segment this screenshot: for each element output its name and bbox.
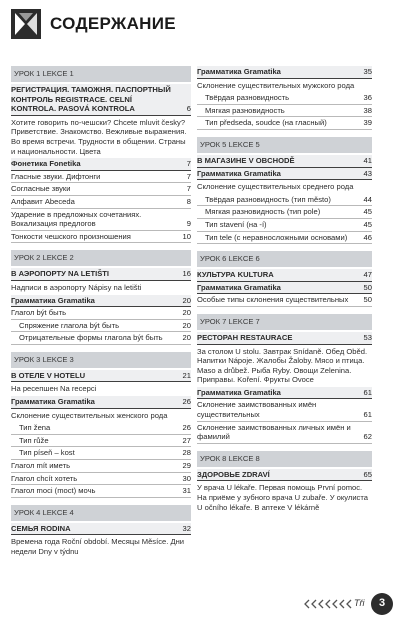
toc-page-number: 61	[363, 410, 372, 420]
toc-entry-text: РЕГИСТРАЦИЯ. ТАМОЖНЯ. ПАСПОРТНЫЙ КОНТРОЛЬ REGISTRACE. CELNÍ KONTROLA. PASOVÁ KONTROLA	[11, 85, 171, 114]
toc-entry-text: Гласные звуки. Дифтонги	[11, 171, 101, 181]
toc-entry-text: КУЛЬТУРА KULTURA	[197, 270, 274, 280]
toc-entry-text: Твёрдая разновидность	[205, 93, 290, 103]
page-number-badge	[371, 593, 393, 615]
lesson-heading: УРОК 1 LEKCE 1	[11, 66, 191, 82]
page-title: СОДЕРЖАНИЕ	[50, 14, 176, 33]
toc-entry[interactable]	[11, 396, 191, 409]
toc-entry-text: Алфавит Abeceda	[11, 196, 75, 206]
page-header	[11, 9, 176, 39]
toc-page-number: 45	[363, 219, 372, 229]
toc-entry-text: Отрицательные формы глагола být быть	[19, 333, 163, 343]
toc-lesson-section	[197, 251, 372, 307]
toc-entry-text: Твёрдая разновидность (тип město)	[205, 194, 331, 204]
toc-entry[interactable]	[197, 399, 372, 421]
toc-page-number: 30	[182, 473, 191, 483]
toc-lesson-title[interactable]	[11, 268, 191, 281]
toc-page-number: 50	[363, 295, 372, 305]
toc-lesson-title[interactable]	[197, 332, 372, 345]
toc-entry[interactable]	[11, 332, 191, 345]
toc-entry[interactable]	[11, 158, 191, 171]
arrow-left-icon	[304, 599, 310, 609]
toc-entry[interactable]	[11, 460, 191, 473]
toc-entry[interactable]	[11, 473, 191, 486]
toc-entry[interactable]	[197, 294, 372, 307]
toc-entry-text: Тип píseň – kost	[19, 448, 75, 458]
toc-entry[interactable]	[197, 422, 372, 444]
toc-lesson-title[interactable]	[11, 370, 191, 383]
page-footer	[0, 590, 400, 620]
toc-entry[interactable]	[197, 168, 372, 181]
toc-page-number: 6	[186, 104, 191, 114]
toc-entry[interactable]	[11, 196, 191, 209]
toc-lesson-section	[11, 66, 191, 243]
toc-page-number: 62	[363, 432, 372, 442]
toc-page-number: 20	[182, 320, 191, 330]
toc-lesson-section	[197, 314, 372, 444]
toc-entry-text: Мягкая разновидность (тип pole)	[205, 207, 321, 217]
toc-entry-text: ЗДОРОВЬЕ ZDRAVÍ	[197, 469, 270, 479]
toc-entry[interactable]	[197, 206, 372, 219]
toc-page-number: 26	[182, 397, 191, 407]
toc-entry[interactable]	[197, 92, 372, 105]
toc-page-number: 50	[363, 282, 372, 292]
toc-page-number: 7	[186, 171, 191, 181]
lesson-heading: УРОК 7 LEKCE 7	[197, 314, 372, 330]
toc-lesson-section	[11, 352, 191, 498]
toc-entry-text: Тип žena	[19, 423, 51, 433]
arrow-left-icon	[339, 599, 345, 609]
toc-page-number: 27	[182, 435, 191, 445]
lesson-heading: УРОК 2 LEKCE 2	[11, 250, 191, 266]
toc-entry[interactable]	[11, 231, 191, 244]
toc-entry[interactable]	[197, 66, 372, 79]
toc-entry-text: В ОТЕЛЕ V HOTELU	[11, 370, 86, 380]
toc-page-number: 7	[186, 159, 191, 169]
toc-page-number: 21	[182, 370, 191, 380]
toc-page-number: 65	[363, 469, 372, 479]
toc-description: Склонение существительных среднего рода	[197, 182, 354, 192]
toc-lesson-title[interactable]	[197, 269, 372, 282]
toc-lesson-section	[197, 137, 372, 244]
toc-entry-text: Спряжение глагола být быть	[19, 320, 120, 330]
toc-entry-text: Грамматика Gramatika	[197, 387, 281, 397]
logo-icon	[11, 9, 41, 39]
page-number: 3	[378, 597, 386, 609]
toc-entry-text: Грамматика Gramatika	[11, 397, 95, 407]
toc-lesson-title[interactable]	[197, 469, 372, 482]
toc-page-number: 7	[186, 184, 191, 194]
toc-entry-text: СЕМЬЯ RODINA	[11, 523, 71, 533]
toc-page-number: 47	[363, 270, 372, 280]
toc-entry[interactable]	[197, 117, 372, 130]
toc-entry-text: Грамматика Gramatika	[11, 295, 95, 305]
toc-page-number: 8	[186, 196, 191, 206]
toc-right-column	[197, 66, 372, 521]
toc-entry-text: Тип stavení (на -í)	[205, 219, 267, 229]
toc-entry-text: Тонкости чешского произношения	[11, 231, 131, 241]
toc-page-number: 28	[182, 448, 191, 458]
toc-entry[interactable]	[11, 435, 191, 448]
toc-entry-text: Глагол mít иметь	[11, 461, 71, 471]
toc-entry-text: Склонение заимствованных личных имён и фамилий	[197, 422, 351, 442]
toc-page-number: 9	[186, 219, 191, 229]
toc-entry-text: Склонение заимствованных имён существительных	[197, 400, 317, 420]
toc-entry-text: Мягкая разновидность	[205, 105, 285, 115]
toc-entry-text: Глагол být быть	[11, 308, 67, 318]
toc-entry[interactable]	[11, 320, 191, 333]
toc-entry[interactable]	[197, 219, 372, 232]
toc-entry[interactable]	[197, 232, 372, 245]
toc-entry-text: Грамматика Gramatika	[197, 168, 281, 178]
toc-continuation	[197, 66, 372, 130]
toc-entry[interactable]	[11, 209, 191, 231]
toc-entry[interactable]	[197, 105, 372, 118]
toc-description: За столом U stolu. Завтрак Snídaně. Обед Oběd. Напитки Nápoje. Жалобы Žaloby. Мясо и птица. Maso a drůbež. Рыба Ryby. Овощи Zelenina. Приправы. Koření. Фрукты Ovoce	[197, 346, 368, 385]
toc-entry-text: Тип tele (с неравносложными основами)	[205, 232, 348, 242]
toc-page-number: 61	[363, 387, 372, 397]
toc-page-number: 20	[182, 295, 191, 305]
toc-page-number: 44	[363, 194, 372, 204]
toc-page-number: 10	[182, 231, 191, 241]
lesson-heading: УРОК 6 LEKCE 6	[197, 251, 372, 267]
toc-page-number: 20	[182, 333, 191, 343]
toc-entry-text: Грамматика Gramatika	[197, 282, 281, 292]
toc-entry-text: РЕСТОРАН RESTAURACE	[197, 332, 293, 342]
toc-entry[interactable]	[197, 387, 372, 400]
toc-entry-text: В АЭРОПОРТУ NA LETIŠTI	[11, 269, 110, 279]
toc-entry-text: Глагол moci (moct) мочь	[11, 486, 96, 496]
toc-page-number: 46	[363, 232, 372, 242]
toc-entry[interactable]	[11, 307, 191, 320]
lesson-heading: УРОК 8 LEKCE 8	[197, 451, 372, 467]
toc-description: У врача U lékaře. Первая помощь První pomoc. На приёме у зубного врача U zubaře. У окулиста U očního lékaře. В аптеке V lékárně	[197, 483, 368, 512]
toc-entry-text: Согласные звуки	[11, 184, 71, 194]
toc-page-number: 32	[182, 523, 191, 533]
toc-description: Хотите говорить по-чешски? Chcete mluvit česky? Приветствие. Знакомство. Вежливые выражения. Во время встречи. Трудности в общении. Страны и национальности. Цвета	[11, 117, 187, 156]
toc-page-number: 53	[363, 332, 372, 342]
toc-page-number: 39	[363, 118, 372, 128]
arrow-left-icon	[311, 599, 317, 609]
toc-page-number: 16	[182, 269, 191, 279]
toc-left-column	[11, 66, 191, 566]
lesson-heading: УРОК 5 LEKCE 5	[197, 137, 372, 153]
toc-entry[interactable]	[197, 194, 372, 207]
arrow-left-icon	[332, 599, 338, 609]
toc-entry-text: Глагол chcít хотеть	[11, 473, 78, 483]
toc-page-number: 38	[363, 105, 372, 115]
toc-entry-text: Фонетика Fonetika	[11, 159, 81, 169]
toc-page-number: 29	[182, 461, 191, 471]
toc-entry-text: В МАГАЗИНЕ V OBCHODĚ	[197, 155, 295, 165]
toc-entry-text: Ударение в предложных сочетаниях. Вокализация предлогов	[11, 209, 142, 229]
arrow-left-icon	[346, 599, 352, 609]
toc-entry-text: Тип růže	[19, 435, 49, 445]
arrow-left-icon	[318, 599, 324, 609]
lesson-heading: УРОК 3 LEKCE 3	[11, 352, 191, 368]
decorative-arrows	[304, 599, 352, 609]
toc-page-number: 41	[363, 155, 372, 165]
toc-lesson-title[interactable]	[197, 155, 372, 168]
toc-entry-text: Тип předseda, soudce (на гласный)	[205, 118, 327, 128]
toc-description: Склонение существительных женского рода	[11, 410, 168, 420]
running-head: Tři	[354, 598, 365, 608]
toc-page-number: 36	[363, 93, 372, 103]
toc-lesson-section	[197, 451, 372, 514]
toc-entry-text: Особые типы склонения существительных	[197, 295, 349, 305]
toc-lesson-section	[11, 505, 191, 559]
toc-lesson-title[interactable]	[11, 523, 191, 536]
toc-page-number: 45	[363, 207, 372, 217]
toc-entry[interactable]	[11, 447, 191, 460]
arrow-left-icon	[325, 599, 331, 609]
toc-entry-text: Грамматика Gramatika	[197, 67, 281, 76]
toc-description: На ресепшен Na recepci	[11, 384, 97, 394]
toc-entry[interactable]	[197, 282, 372, 295]
lesson-heading: УРОК 4 LEKCE 4	[11, 505, 191, 521]
toc-description: Надписи в аэропорту Nápisy na letišti	[11, 282, 142, 292]
toc-page-number: 35	[363, 67, 372, 76]
toc-entry[interactable]	[11, 183, 191, 196]
toc-page-number: 26	[182, 423, 191, 433]
toc-page-number: 20	[182, 308, 191, 318]
toc-entry[interactable]	[11, 171, 191, 184]
toc-description: Времена года Roční období. Месяцы Měsíce. Дни недели Dny v týdnu	[11, 537, 185, 556]
toc-page-number: 43	[363, 168, 372, 178]
toc-description: Склонение существительных мужского рода	[197, 80, 355, 90]
toc-page-number: 31	[182, 486, 191, 496]
toc-lesson-section	[11, 250, 191, 345]
toc-lesson-title[interactable]	[11, 84, 191, 116]
toc-entry[interactable]	[11, 295, 191, 308]
toc-entry[interactable]	[11, 485, 191, 498]
toc-entry[interactable]	[11, 422, 191, 435]
